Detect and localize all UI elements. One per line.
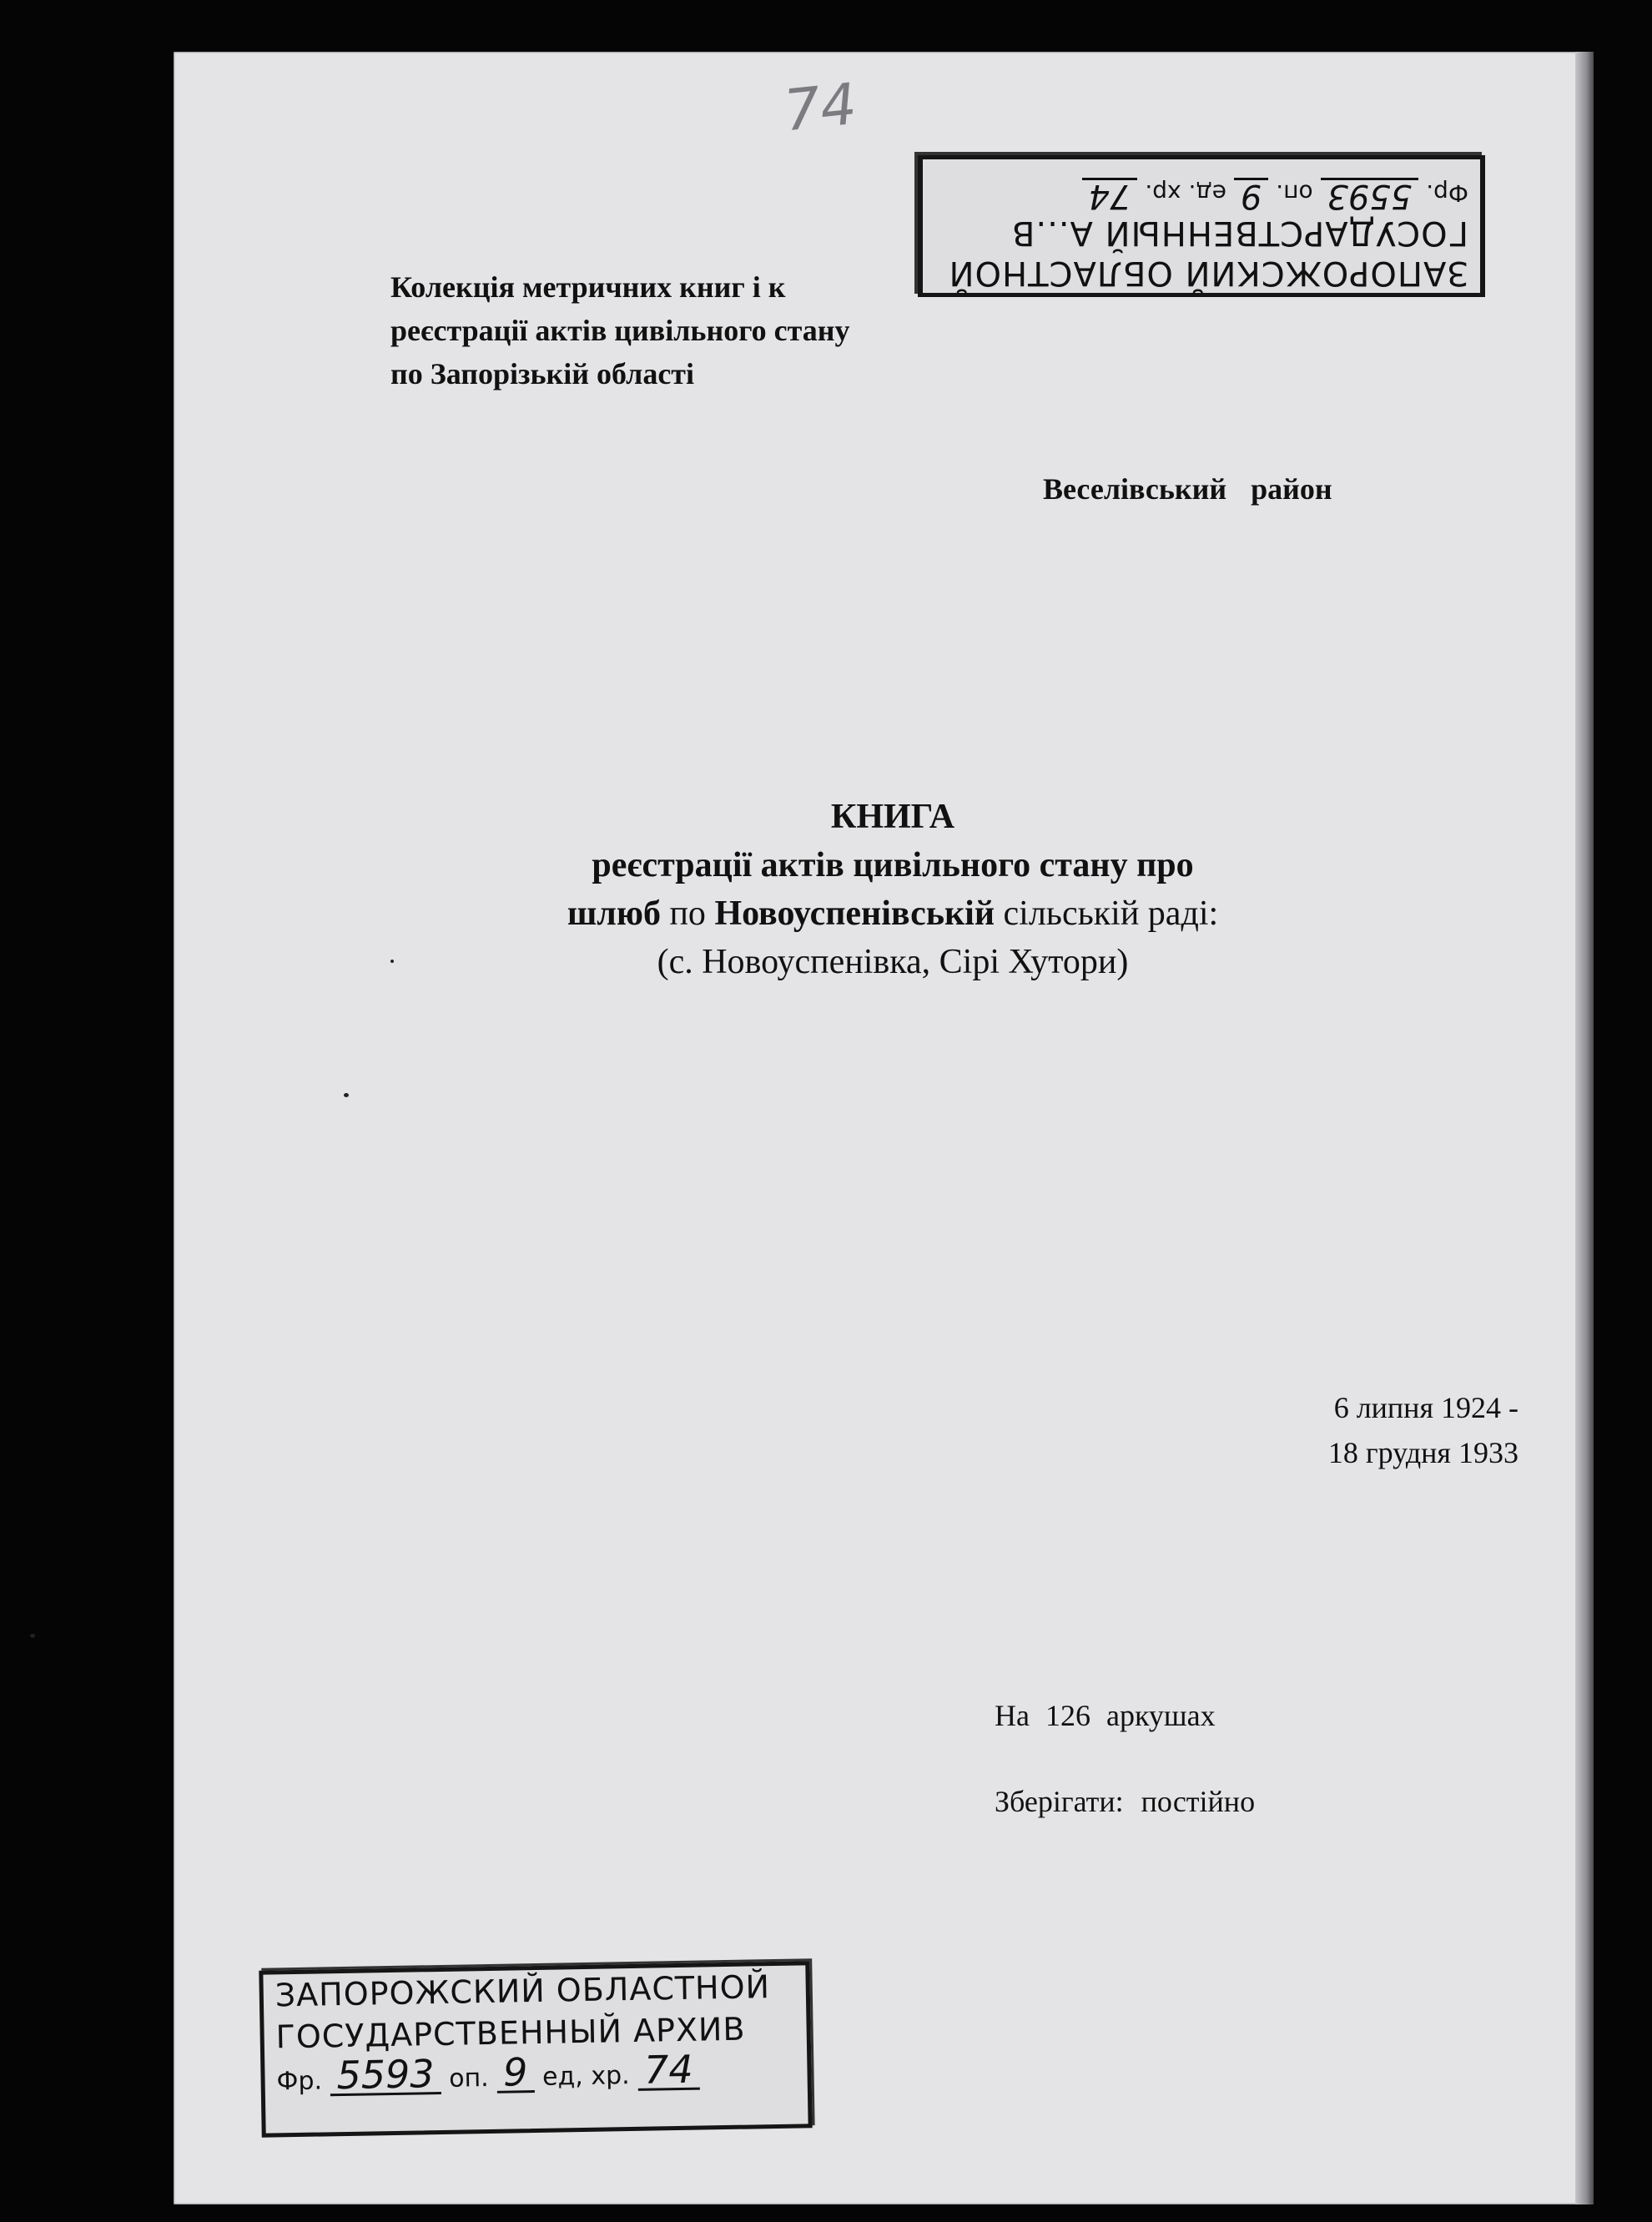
unit-label: ед, хр. [541,2061,630,2092]
collection-caption [390,265,1008,396]
title-word-council: сільській раді: [995,894,1219,933]
fond-label: Фр. [1426,179,1468,207]
fond-value: 5593 [1321,178,1419,212]
page-edge [1575,52,1594,2204]
unit-value: 74 [637,2051,700,2091]
title-word-marriage: шлюб [567,894,661,933]
stamp-line-2: ГОСУДАРСТВЕННЫЙ А...В [1010,214,1468,252]
unit-label: ед. хр. [1145,179,1226,207]
title-line-3: (с. Новоуспенівка, Сірі Хутори) [657,943,1129,981]
date-start: 6 липня 1924 - [1333,1391,1519,1424]
collection-line-1: Колекція метричних книг і к [390,270,786,304]
fond-value: 5593 [330,2055,441,2096]
scan-speck [344,1093,349,1097]
title-heading: КНИГА [830,798,955,836]
unit-value: 74 [1082,178,1138,212]
stamp-line-1: ЗАПОРОЖСКИЙ ОБЛАСТНОЙ [948,254,1468,292]
opis-value: 9 [496,2053,535,2094]
collection-line-3: по Запорізькій області [390,357,694,390]
date-range [1268,1385,1519,1475]
district-name: Веселівський район [1043,472,1332,506]
scan-speck [30,1634,35,1638]
title-line-1: реєстрації актів цивільного стану про [592,846,1194,884]
opis-label: оп. [448,2063,489,2094]
opis-label: оп. [1276,179,1313,207]
archive-stamp-bottom [259,1961,812,2137]
stamp-line-1: ЗАПОРОЖСКИЙ ОБЛАСТНОЙ [274,1968,771,2014]
title-village-council: Новоуспенівській [714,894,995,933]
book-title [359,793,1427,986]
folio-number: 74 [781,71,860,145]
stamp-line-2: ГОСУДАРСТВЕННЫЙ АРХИВ [275,2010,746,2056]
retention-note: Зберігати: постійно [995,1785,1256,1818]
collection-line-2: реєстрації актів цивільного стану [390,314,850,347]
stamp-fields [923,173,1480,213]
date-end: 18 грудня 1933 [1327,1436,1519,1469]
fond-label: Фр. [276,2066,323,2097]
stamp-fields [264,2048,808,2105]
sheet-count: На 126 аркушах [995,1699,1216,1732]
title-word-po: по [660,894,715,933]
opis-value: 9 [1234,178,1268,212]
title-line-2 [359,889,1427,938]
